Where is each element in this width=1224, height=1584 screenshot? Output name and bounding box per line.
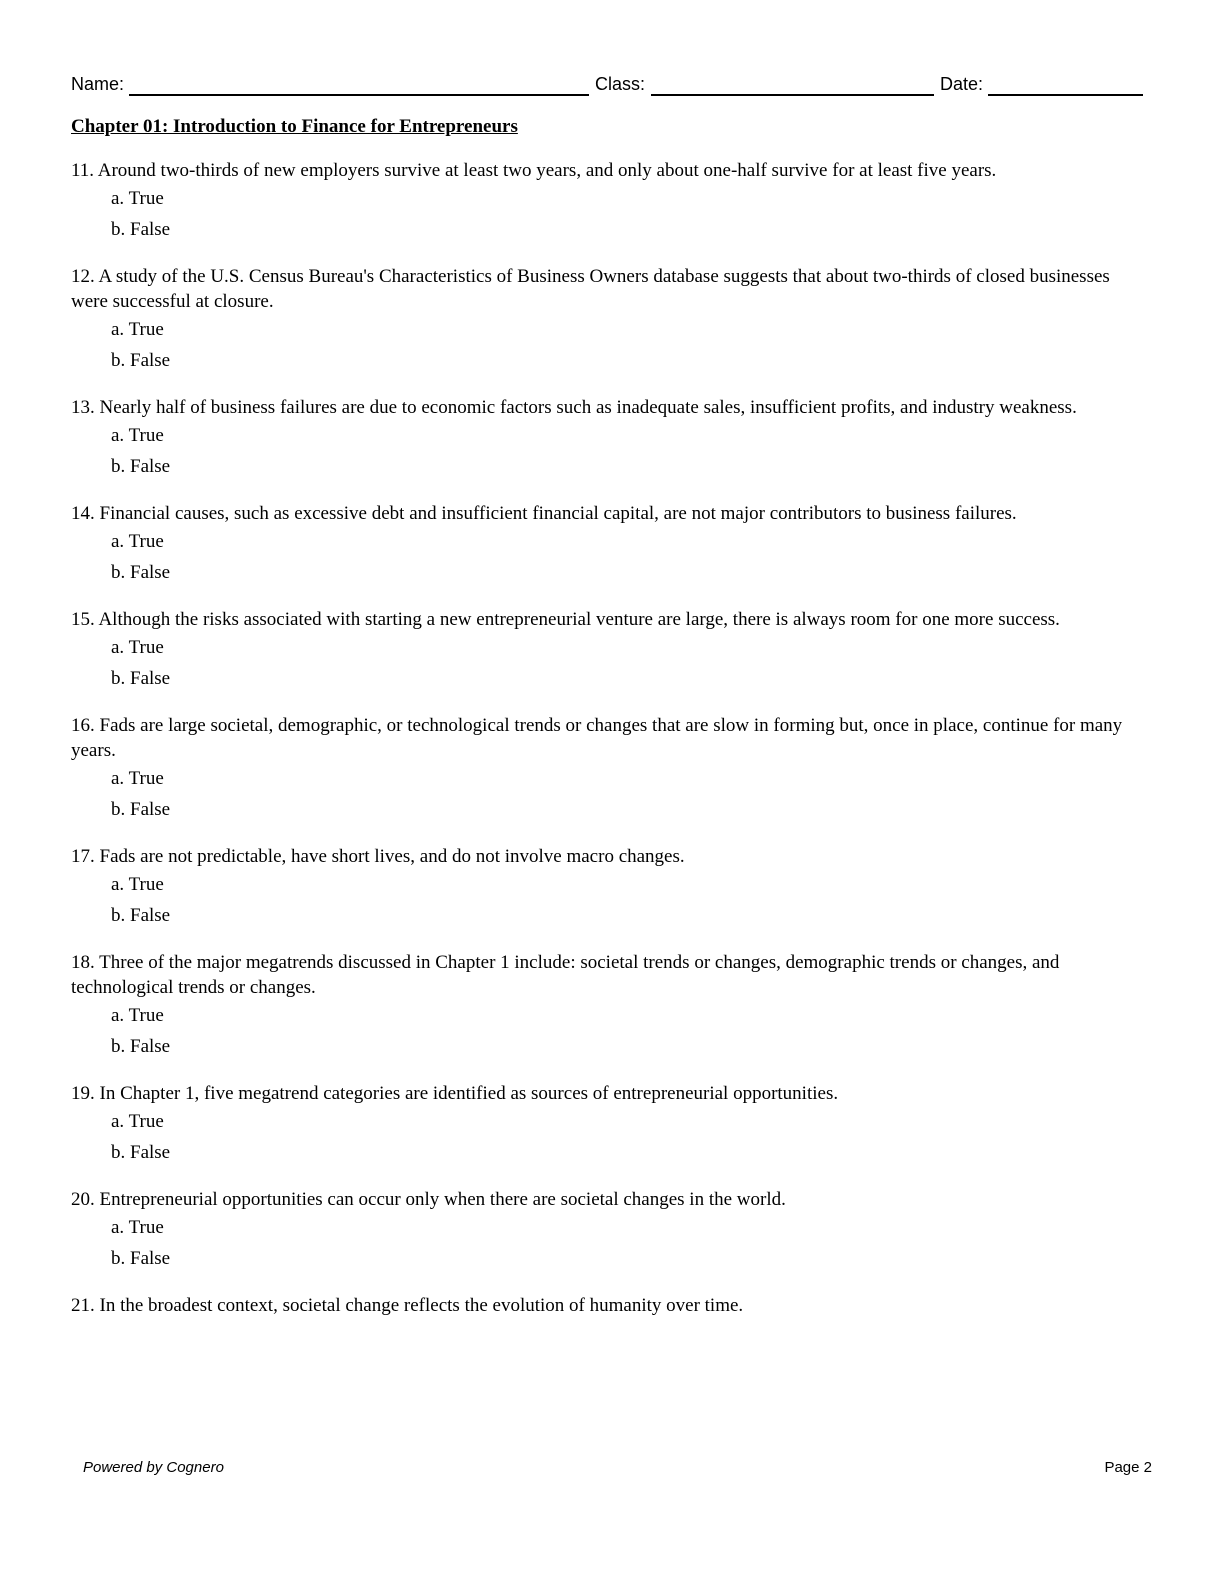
answer-option: a. True	[111, 874, 164, 895]
answer-option: b. False	[111, 456, 171, 477]
class-label: Class:	[595, 74, 646, 94]
answer-option: a. True	[111, 1005, 164, 1026]
question-body: Although the risks associated with starting a new entrepreneurial venture are large, there is always room for one more success.	[98, 609, 1060, 630]
answer-option: b. False	[111, 1248, 171, 1269]
header-fields	[71, 72, 1143, 98]
question-number: 21.	[71, 1295, 95, 1316]
question-number: 19.	[71, 1083, 95, 1104]
question-text	[71, 607, 1146, 632]
question-body: In the broadest context, societal change reflects the evolution of humanity over time.	[99, 1295, 744, 1316]
question-number: 13.	[71, 397, 95, 418]
answer-option: a. True	[111, 768, 164, 789]
answer-option: a. True	[111, 188, 164, 209]
class-field-line[interactable]	[651, 94, 934, 96]
question-text	[71, 950, 1146, 1000]
answer-option: b. False	[111, 562, 171, 583]
question-text	[71, 501, 1146, 526]
answer-option: b. False	[111, 799, 171, 820]
date-label: Date:	[940, 74, 984, 94]
question-text	[71, 264, 1146, 314]
question-number: 17.	[71, 846, 95, 867]
question-item	[71, 501, 1146, 585]
question-number: 15.	[71, 609, 95, 630]
question-body: Three of the major megatrends discussed in Chapter 1 include: societal trends or changes, demographic trends or changes, and technological trends or changes.	[71, 952, 1060, 998]
page-number: Page 2	[1104, 1459, 1152, 1476]
answer-option: a. True	[111, 319, 164, 340]
name-field-line[interactable]	[129, 94, 589, 96]
question-number: 20.	[71, 1189, 95, 1210]
question-item	[71, 607, 1146, 691]
answer-option: a. True	[111, 1111, 164, 1132]
question-body: Financial causes, such as excessive debt and insufficient financial capital, are not major contributors to business failures.	[99, 503, 1017, 524]
name-label: Name:	[71, 74, 125, 94]
question-number: 14.	[71, 503, 95, 524]
question-body: Fads are not predictable, have short lives, and do not involve macro changes.	[99, 846, 685, 867]
question-list	[71, 158, 1146, 1340]
question-text	[71, 1187, 1146, 1212]
question-number: 16.	[71, 715, 95, 736]
answer-option: a. True	[111, 531, 164, 552]
question-number: 18.	[71, 952, 95, 973]
question-item	[71, 950, 1146, 1059]
question-text	[71, 395, 1146, 420]
question-item	[71, 1187, 1146, 1271]
question-text	[71, 1293, 1146, 1318]
question-item	[71, 264, 1146, 373]
date-field-line[interactable]	[988, 94, 1143, 96]
answer-option: a. True	[111, 637, 164, 658]
question-item	[71, 1081, 1146, 1165]
chapter-title: Chapter 01: Introduction to Finance for Entrepreneurs	[71, 116, 518, 137]
question-number: 11.	[71, 160, 95, 181]
question-body: Nearly half of business failures are due to economic factors such as inadequate sales, insufficient profits, and industry weakness.	[99, 397, 1077, 418]
question-item	[71, 1293, 1146, 1318]
answer-option: b. False	[111, 668, 171, 689]
question-body: In Chapter 1, five megatrend categories are identified as sources of entrepreneurial opportunities.	[99, 1083, 839, 1104]
answer-option: a. True	[111, 425, 164, 446]
answer-option: b. False	[111, 219, 171, 240]
powered-by-footer: Powered by Cognero	[83, 1459, 224, 1476]
answer-option: b. False	[111, 905, 171, 926]
question-body: A study of the U.S. Census Bureau's Characteristics of Business Owners database suggests that about two-thirds of closed businesses were successful at closure.	[71, 266, 1110, 312]
question-text	[71, 158, 1146, 183]
answer-option: b. False	[111, 1036, 171, 1057]
question-text	[71, 713, 1146, 763]
question-body: Around two-thirds of new employers survive at least two years, and only about one-half survive for at least five years.	[97, 160, 997, 181]
question-item	[71, 844, 1146, 928]
question-text	[71, 844, 1146, 869]
answer-option: b. False	[111, 350, 171, 371]
question-body: Entrepreneurial opportunities can occur only when there are societal changes in the world.	[99, 1189, 786, 1210]
question-number: 12.	[71, 266, 95, 287]
answer-option: a. True	[111, 1217, 164, 1238]
answer-option: b. False	[111, 1142, 171, 1163]
question-item	[71, 158, 1146, 242]
question-body: Fads are large societal, demographic, or technological trends or changes that are slow in forming but, once in place, continue for many years.	[71, 715, 1123, 761]
question-text	[71, 1081, 1146, 1106]
question-item	[71, 395, 1146, 479]
question-item	[71, 713, 1146, 822]
